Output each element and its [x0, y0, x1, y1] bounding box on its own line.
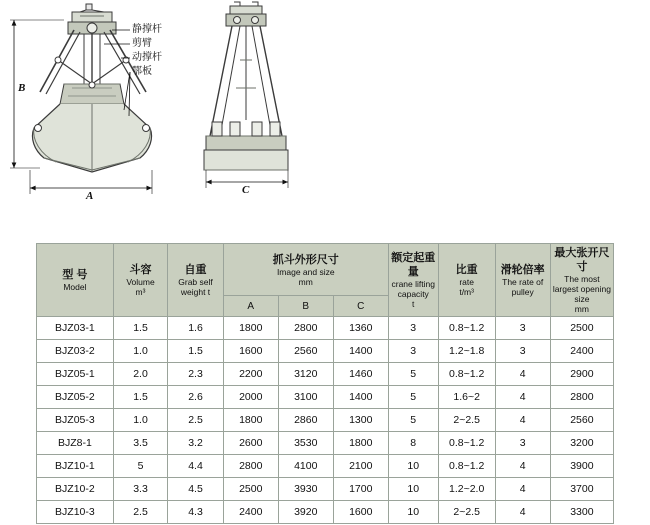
cell-size-a: 1800 — [223, 409, 278, 432]
cell-size-c: 1800 — [333, 432, 388, 455]
cell-model: BJZ05-2 — [37, 386, 114, 409]
header-pulley-rate: 滑轮倍率 The rate of pulley — [495, 244, 550, 317]
header-outline-size: 抓斗外形尺寸 Image and size mm — [223, 244, 388, 296]
cell-volume: 1.0 — [113, 340, 167, 363]
cell-pulley: 4 — [495, 501, 550, 524]
cell-size-a: 1600 — [223, 340, 278, 363]
cell-opening: 3700 — [550, 478, 613, 501]
cell-model: BJZ10-3 — [37, 501, 114, 524]
header-model: 型 号 Model — [37, 244, 114, 317]
cell-size-c: 1700 — [333, 478, 388, 501]
cell-rate: 0.8~1.2 — [438, 432, 495, 455]
cell-model: BJZ03-2 — [37, 340, 114, 363]
cell-capacity: 10 — [388, 501, 438, 524]
grab-bucket-drawing — [0, 0, 650, 230]
cell-pulley: 3 — [495, 317, 550, 340]
callout-label-moving-strut: 动撑杆 — [132, 52, 162, 63]
header-size-c: C — [333, 296, 388, 317]
cell-weight: 3.2 — [168, 432, 224, 455]
dim-label-b: B — [18, 82, 26, 94]
right-view-arms — [210, 26, 282, 136]
header-opening-size: 最大张开尺寸 The most largest opening size mm — [550, 244, 613, 317]
cell-rate: 0.8~1.2 — [438, 363, 495, 386]
table-row — [37, 317, 614, 340]
table-header-row-main — [37, 244, 614, 296]
cell-opening: 3300 — [550, 501, 613, 524]
cell-volume: 1.0 — [113, 409, 167, 432]
cell-opening: 2400 — [550, 340, 613, 363]
cell-rate: 1.2~2.0 — [438, 478, 495, 501]
cell-weight: 2.3 — [168, 363, 224, 386]
cell-size-c: 2100 — [333, 455, 388, 478]
table-row — [37, 386, 614, 409]
cell-size-b: 3930 — [278, 478, 333, 501]
cell-rate: 1.6~2 — [438, 386, 495, 409]
cell-pulley: 4 — [495, 455, 550, 478]
cell-volume: 5 — [113, 455, 167, 478]
cell-rate: 2~2.5 — [438, 409, 495, 432]
cell-opening: 2800 — [550, 386, 613, 409]
right-view-head — [226, 2, 266, 26]
cell-capacity: 3 — [388, 317, 438, 340]
table-row — [37, 455, 614, 478]
cell-size-c: 1460 — [333, 363, 388, 386]
cell-model: BJZ03-1 — [37, 317, 114, 340]
header-self-weight: 自重 Grab self weight t — [168, 244, 224, 317]
cell-model: BJZ05-3 — [37, 409, 114, 432]
cell-pulley: 4 — [495, 386, 550, 409]
cell-capacity: 8 — [388, 432, 438, 455]
cell-size-b: 3530 — [278, 432, 333, 455]
cell-model: BJZ10-2 — [37, 478, 114, 501]
cell-weight: 1.5 — [168, 340, 224, 363]
cell-rate: 0.8~1.2 — [438, 317, 495, 340]
left-view-jaws — [32, 104, 151, 172]
cell-weight: 2.5 — [168, 409, 224, 432]
table-row — [37, 478, 614, 501]
right-view-body — [204, 122, 288, 170]
cell-volume: 2.5 — [113, 501, 167, 524]
drawing-svg — [0, 0, 650, 230]
cell-weight: 4.4 — [168, 455, 224, 478]
cell-opening: 2560 — [550, 409, 613, 432]
cell-capacity: 5 — [388, 409, 438, 432]
header-size-b: B — [278, 296, 333, 317]
table-row — [37, 340, 614, 363]
cell-size-b: 2860 — [278, 409, 333, 432]
header-size-a: A — [223, 296, 278, 317]
cell-capacity: 3 — [388, 340, 438, 363]
cell-size-c: 1300 — [333, 409, 388, 432]
cell-size-a: 2000 — [223, 386, 278, 409]
cell-opening: 2900 — [550, 363, 613, 386]
cell-size-b: 4100 — [278, 455, 333, 478]
cell-pulley: 4 — [495, 363, 550, 386]
cell-capacity: 5 — [388, 363, 438, 386]
table-row — [37, 409, 614, 432]
callout-label-jaw-plate: 鄂板 — [132, 66, 152, 77]
cell-rate: 1.2~1.8 — [438, 340, 495, 363]
cell-model: BJZ10-1 — [37, 455, 114, 478]
cell-volume: 2.0 — [113, 363, 167, 386]
cell-size-b: 2560 — [278, 340, 333, 363]
cell-size-c: 1400 — [333, 340, 388, 363]
cell-pulley: 4 — [495, 478, 550, 501]
cell-pulley: 3 — [495, 432, 550, 455]
cell-capacity: 10 — [388, 478, 438, 501]
dim-label-a: A — [86, 190, 94, 202]
cell-size-c: 1360 — [333, 317, 388, 340]
cell-model: BJZ05-1 — [37, 363, 114, 386]
cell-volume: 1.5 — [113, 317, 167, 340]
specification-table — [36, 243, 614, 524]
cell-pulley: 4 — [495, 409, 550, 432]
cell-size-a: 1800 — [223, 317, 278, 340]
cell-size-b: 2800 — [278, 317, 333, 340]
header-density-rate: 比重 rate t/m³ — [438, 244, 495, 317]
header-lifting-capacity: 额定起重量 crane lifting capacity t — [388, 244, 438, 317]
cell-rate: 0.8~1.2 — [438, 455, 495, 478]
cell-size-b: 3920 — [278, 501, 333, 524]
cell-size-c: 1400 — [333, 386, 388, 409]
cell-capacity: 5 — [388, 386, 438, 409]
cell-opening: 2500 — [550, 317, 613, 340]
callout-label-static-strut: 静撑杆 — [132, 24, 162, 35]
cell-size-a: 2800 — [223, 455, 278, 478]
table-body — [37, 317, 614, 524]
cell-model: BJZ8-1 — [37, 432, 114, 455]
header-volume: 斗容 Volume m³ — [113, 244, 167, 317]
cell-weight: 4.5 — [168, 478, 224, 501]
cell-size-a: 2500 — [223, 478, 278, 501]
cell-capacity: 10 — [388, 455, 438, 478]
cell-size-a: 2400 — [223, 501, 278, 524]
cell-volume: 3.5 — [113, 432, 167, 455]
cell-size-b: 3100 — [278, 386, 333, 409]
table-row — [37, 363, 614, 386]
cell-opening: 3900 — [550, 455, 613, 478]
table-row — [37, 501, 614, 524]
cell-opening: 3200 — [550, 432, 613, 455]
cell-rate: 2~2.5 — [438, 501, 495, 524]
table-row — [37, 432, 614, 455]
dim-label-c: C — [242, 184, 250, 196]
cell-weight: 2.6 — [168, 386, 224, 409]
cell-size-a: 2200 — [223, 363, 278, 386]
cell-size-c: 1600 — [333, 501, 388, 524]
callout-label-shear-arm: 剪臂 — [132, 38, 152, 49]
cell-weight: 1.6 — [168, 317, 224, 340]
left-view-head — [68, 4, 116, 34]
cell-weight: 4.3 — [168, 501, 224, 524]
cell-volume: 1.5 — [113, 386, 167, 409]
cell-volume: 3.3 — [113, 478, 167, 501]
table-header — [37, 244, 614, 317]
cell-size-a: 2600 — [223, 432, 278, 455]
cell-pulley: 3 — [495, 340, 550, 363]
cell-size-b: 3120 — [278, 363, 333, 386]
